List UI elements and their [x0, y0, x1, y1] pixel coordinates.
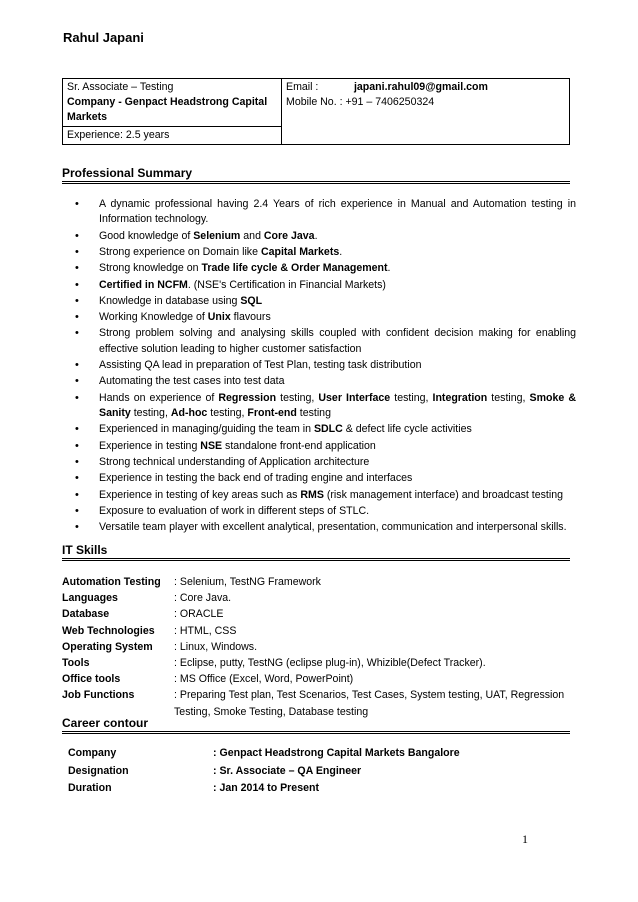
- skill-label: Job Functions: [62, 689, 135, 702]
- summary-keyword: Core Java: [263, 229, 315, 242]
- summary-keyword: Regression: [218, 391, 277, 404]
- summary-text: testing,: [487, 391, 530, 404]
- skill-row: [62, 671, 582, 687]
- email-label: Email :: [286, 81, 319, 93]
- summary-text: Automating the test cases into test data: [99, 375, 285, 388]
- skill-label: Operating System: [62, 640, 153, 653]
- summary-item: [62, 422, 576, 437]
- skill-value: : Selenium, TestNG Framework: [174, 576, 321, 588]
- skill-row: [62, 574, 582, 590]
- summary-text: Experience in testing: [99, 439, 201, 452]
- summary-item: [62, 310, 576, 325]
- summary-keyword: Smoke & Sanity: [99, 391, 577, 420]
- career-row: [68, 745, 548, 763]
- summary-item: [62, 294, 576, 309]
- experience-cell: [63, 127, 282, 145]
- summary-text: testing,: [207, 407, 248, 420]
- skill-label: Database: [62, 608, 110, 621]
- summary-text: Strong experience on Domain like: [99, 246, 261, 258]
- summary-text: Knowledge in database using: [99, 294, 241, 307]
- summary-item: [62, 455, 576, 470]
- summary-text: standalone front-end application: [222, 439, 376, 452]
- summary-item: [62, 391, 576, 422]
- summary-text: Good knowledge of: [99, 229, 194, 242]
- job-role: Sr. Associate – Testing: [67, 81, 174, 93]
- skill-value: : MS Office (Excel, Word, PowerPoint): [174, 673, 354, 686]
- career-list: [68, 745, 548, 798]
- contact-table: [62, 78, 570, 145]
- career-value: : Jan 2014 to Present: [213, 782, 319, 795]
- skills-list: [62, 574, 582, 720]
- summary-text: Working Knowledge of: [99, 311, 208, 324]
- summary-text: Exposure to evaluation of work in different steps of STLC.: [99, 504, 370, 517]
- skill-value: : Eclipse, putty, TestNG (eclipse plug-in), Whizible(Defect Tracker).: [174, 657, 486, 670]
- summary-text: Experience in testing of key areas such as: [99, 488, 301, 501]
- summary-keyword: Front-end: [247, 407, 297, 420]
- summary-text: testing: [296, 407, 331, 420]
- summary-item: [62, 261, 576, 276]
- summary-text: .: [339, 246, 343, 258]
- experience-years: Experience: 2.5 years: [67, 129, 170, 141]
- skill-label: Languages: [62, 592, 118, 605]
- skill-row: [62, 655, 582, 671]
- candidate-name: Rahul Japani: [63, 30, 144, 45]
- career-value: : Genpact Headstrong Capital Markets Bangalore: [213, 747, 460, 759]
- summary-keyword: Ad-hoc: [170, 407, 208, 420]
- skill-row: [62, 639, 582, 655]
- skill-value: : HTML, CSS: [174, 624, 237, 637]
- skill-value: : Linux, Windows.: [174, 640, 258, 653]
- summary-text: Versatile team player with excellent analytical, presentation, communication and interpersonal skills.: [99, 521, 567, 534]
- company-name: Company - Genpact Headstrong Capital Markets: [67, 96, 268, 123]
- career-label: Company: [68, 747, 117, 759]
- skill-value: : ORACLE: [174, 608, 224, 621]
- section-career-contour: Career contour: [62, 716, 570, 734]
- summary-keyword: Selenium: [193, 229, 241, 242]
- summary-keyword: NSE: [200, 439, 223, 452]
- section-it-skills: IT Skills: [62, 543, 570, 561]
- summary-keyword: RMS: [300, 488, 324, 501]
- summary-text: flavours: [230, 311, 271, 324]
- summary-keyword: SQL: [240, 294, 263, 307]
- email-value[interactable]: japani.rahul09@gmail.com: [353, 81, 488, 93]
- summary-keyword: Trade life cycle & Order Management: [201, 262, 388, 275]
- skill-value: : Core Java.: [174, 592, 232, 605]
- summary-item: [62, 488, 576, 503]
- section-professional-summary: Professional Summary: [62, 166, 570, 184]
- role-cell: [63, 79, 282, 127]
- skill-row: [62, 623, 582, 639]
- summary-text: .: [387, 262, 391, 275]
- skill-row: [62, 590, 582, 606]
- contact-cell: [282, 79, 570, 145]
- summary-keyword: User Interface: [318, 391, 391, 404]
- career-value: : Sr. Associate – QA Engineer: [213, 764, 362, 777]
- summary-item: [62, 439, 576, 454]
- summary-keyword: Certified in NCFM: [99, 278, 188, 291]
- skill-row: [62, 606, 582, 622]
- career-row: [68, 763, 548, 781]
- summary-list: [62, 197, 576, 537]
- summary-item: [62, 229, 576, 244]
- career-label: Designation: [68, 764, 129, 777]
- skill-row: [62, 687, 582, 719]
- summary-item: [62, 326, 576, 357]
- summary-text: Experience in testing the back end of trading engine and interfaces: [99, 472, 413, 485]
- summary-item: [62, 278, 576, 293]
- mobile-number: Mobile No. : +91 – 7406250324: [286, 96, 435, 108]
- summary-text: Assisting QA lead in preparation of Test Plan, testing task distribution: [99, 359, 422, 372]
- summary-keyword: Unix: [207, 311, 231, 324]
- skill-label: Web Technologies: [62, 624, 155, 637]
- summary-text: A dynamic professional having 2.4 Years of rich experience in Manual and Automation testing in Information technology.: [99, 198, 576, 226]
- skill-label: Office tools: [62, 673, 121, 686]
- career-row: [68, 780, 548, 798]
- summary-text: and: [240, 229, 264, 242]
- summary-text: . (NSE's Certification in Financial Markets): [187, 278, 386, 291]
- summary-item: [62, 197, 576, 228]
- career-label: Duration: [68, 782, 112, 795]
- summary-text: Experienced in managing/guiding the team in: [99, 423, 314, 436]
- skill-value: : Preparing Test plan, Test Scenarios, Test Cases, System testing, UAT, Regression Testing, Smoke Testing, Database testing: [174, 689, 565, 718]
- summary-text: (risk management interface) and broadcast testing: [323, 488, 564, 501]
- summary-keyword: SDLC: [313, 423, 343, 436]
- summary-item: [62, 374, 576, 389]
- summary-text: Strong problem solving and analysing skills coupled with confident decision making for enabling effective solution leading to higher customer satisfaction: [99, 327, 576, 355]
- summary-item: [62, 358, 576, 373]
- summary-text: Strong knowledge on: [99, 262, 202, 275]
- summary-item: [62, 471, 576, 486]
- email-row: [286, 80, 565, 95]
- summary-text: testing,: [130, 407, 171, 420]
- summary-text: & defect life cycle activities: [342, 423, 472, 436]
- summary-text: Strong technical understanding of Application architecture: [99, 456, 370, 469]
- summary-keyword: Capital Markets: [260, 246, 340, 258]
- summary-item: [62, 245, 576, 260]
- summary-item: [62, 504, 576, 519]
- summary-keyword: Integration: [432, 391, 488, 404]
- skill-label: Automation Testing: [62, 576, 161, 588]
- summary-text: .: [314, 229, 318, 242]
- page-number: 1: [522, 832, 528, 846]
- summary-item: [62, 520, 576, 535]
- summary-text: Hands on experience of: [99, 391, 219, 404]
- summary-text: testing,: [390, 391, 433, 404]
- summary-text: testing,: [276, 391, 319, 404]
- skill-label: Tools: [62, 657, 90, 670]
